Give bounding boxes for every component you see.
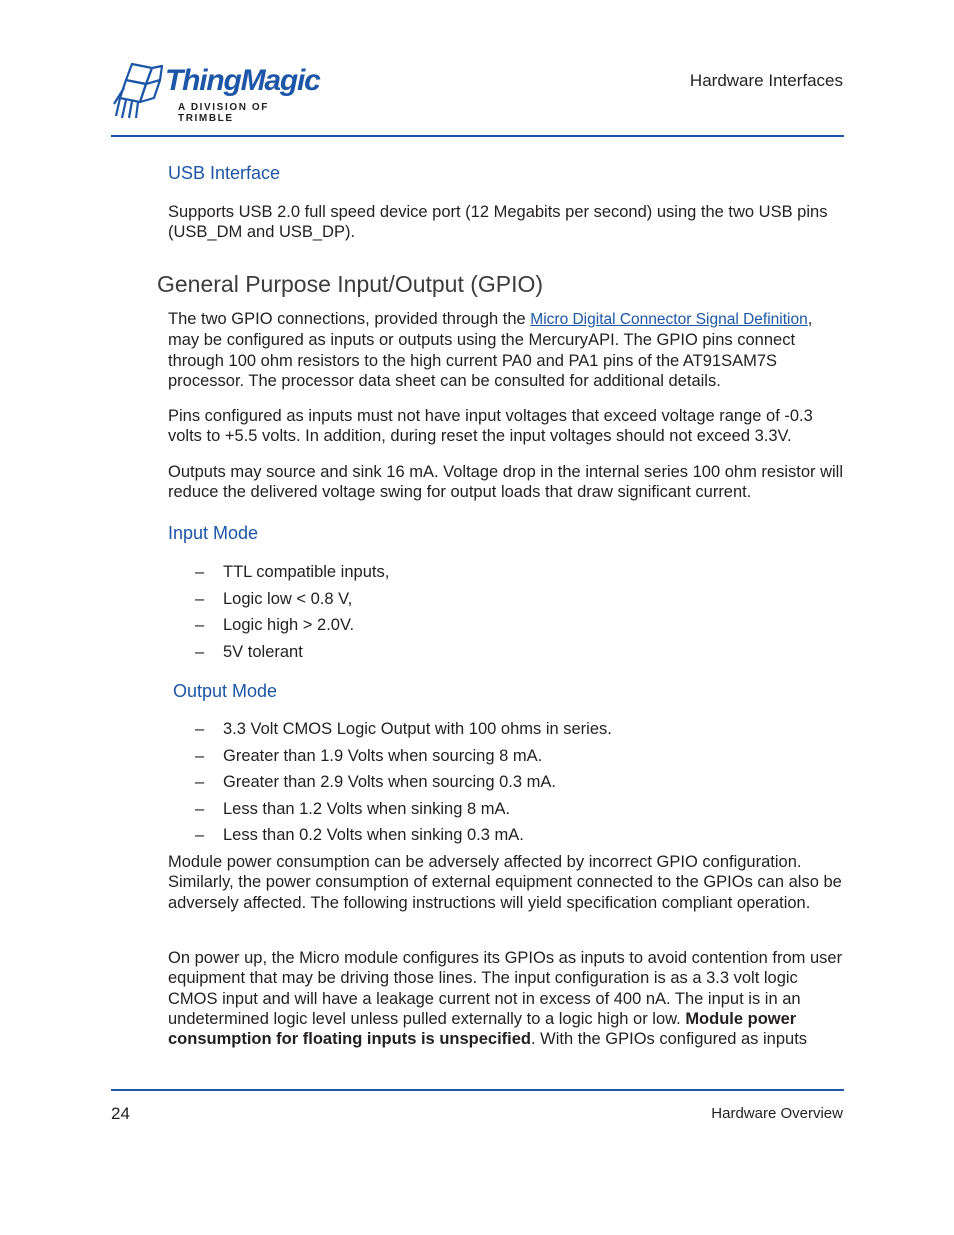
dash-bullet: –: [195, 589, 205, 608]
output-mode-heading: Output Mode: [173, 681, 278, 701]
dash-bullet: –: [195, 720, 205, 738]
footer-section-title: Hardware Overview: [711, 1105, 843, 1122]
list-item-text: Greater than 1.9 Volts when sourcing 8 mA.: [223, 746, 543, 765]
gpio-p1-text-before: The two GPIO connections, provided through the: [168, 310, 531, 328]
gpio-paragraph-2: Pins configured as inputs must not have input voltages that exceed voltage range of -0.3 volts to +5.5 volts. In addition, during reset the input voltages should not exceed 3.3V.: [168, 407, 813, 446]
list-item-text: Logic low < 0.8 V,: [223, 589, 353, 608]
thingmagic-logo-icon: [112, 60, 164, 120]
list-item: [195, 825, 612, 852]
page-number: 24: [111, 1104, 130, 1123]
list-item-text: Less than 0.2 Volts when sinking 0.3 mA.: [223, 826, 524, 845]
list-item: [195, 589, 389, 616]
list-item-text: Less than 1.2 Volts when sinking 8 mA.: [223, 799, 511, 818]
signal-definition-link[interactable]: Micro Digital Connector Signal Definition: [530, 311, 808, 328]
list-item-text: 3.3 Volt CMOS Logic Output with 100 ohms in series.: [223, 720, 612, 738]
thingmagic-logo: [112, 60, 327, 124]
logo-tagline: A DIVISION OF TRIMBLE: [178, 102, 269, 124]
footer-rule: [111, 1089, 844, 1091]
list-item-text: Greater than 2.9 Volts when sourcing 0.3 mA.: [223, 773, 556, 792]
list-item: [195, 746, 612, 773]
list-item: [195, 799, 612, 826]
gpio-heading: General Purpose Input/Output (GPIO): [157, 271, 544, 297]
power-p2-text-after: . With the GPIOs configured as inputs: [531, 1030, 808, 1049]
header-section-title: Hardware Interfaces: [689, 71, 843, 90]
list-item-text: TTL compatible inputs,: [223, 563, 390, 581]
list-item: [195, 642, 389, 669]
gpio-paragraph-1: [168, 309, 844, 391]
gpio-p1-text-after: , may be configured as inputs or outputs using the MercuryAPI. The GPIO pins connect through 100 ohm resistors to the high current PA0 and PA1 pins of the AT91SAM7S processor. The processor data sheet can be consulted for additional details.: [168, 310, 813, 390]
dash-bullet: –: [195, 826, 205, 845]
usb-interface-heading: USB Interface: [168, 163, 281, 183]
power-paragraph-2: [168, 948, 844, 1049]
dash-bullet: –: [195, 563, 205, 581]
dash-bullet: –: [195, 642, 205, 661]
dash-bullet: –: [195, 746, 205, 765]
logo-wordmark: ThingMagic: [165, 64, 320, 97]
list-item: [195, 772, 612, 799]
power-p2-text-before: On power up, the Micro module configures its GPIOs as inputs to avoid contention from user equipment that may be driving those lines. The input configuration is as a 3.3 volt logic CMOS input and will have a leakage current not in excess of 400 nA. The input is in an undetermined logic level unless pulled externally to a logic high or low.: [168, 949, 843, 1028]
list-item: [195, 615, 389, 642]
list-item: [195, 562, 389, 589]
list-item-text: 5V tolerant: [223, 642, 303, 661]
gpio-paragraph-3: Outputs may source and sink 16 mA. Voltage drop in the internal series 100 ohm resistor will reduce the delivered voltage swing for output loads that draw significant current.: [168, 463, 844, 502]
dash-bullet: –: [195, 773, 205, 792]
usb-interface-text: Supports USB 2.0 full speed device port (12 Megabits per second) using the two USB pins (USB_DM and USB_DP).: [168, 203, 828, 242]
list-item: [195, 719, 612, 746]
dash-bullet: –: [195, 616, 205, 635]
power-p2-bold-text: Module power consumption for floating inputs is unspecified: [168, 1009, 797, 1049]
input-mode-heading: Input Mode: [168, 523, 259, 543]
output-mode-list: [195, 719, 612, 852]
input-mode-list: [195, 562, 389, 668]
dash-bullet: –: [195, 799, 205, 818]
list-item-text: Logic high > 2.0V.: [223, 616, 355, 635]
power-paragraph-1: Module power consumption can be adversely affected by incorrect GPIO configuration. Similarly, the power consumption of external equipment connected to the GPIOs can also be adversely affected. The following instructions will yield specification compliant operation.: [168, 853, 842, 912]
header-rule: [111, 135, 844, 137]
